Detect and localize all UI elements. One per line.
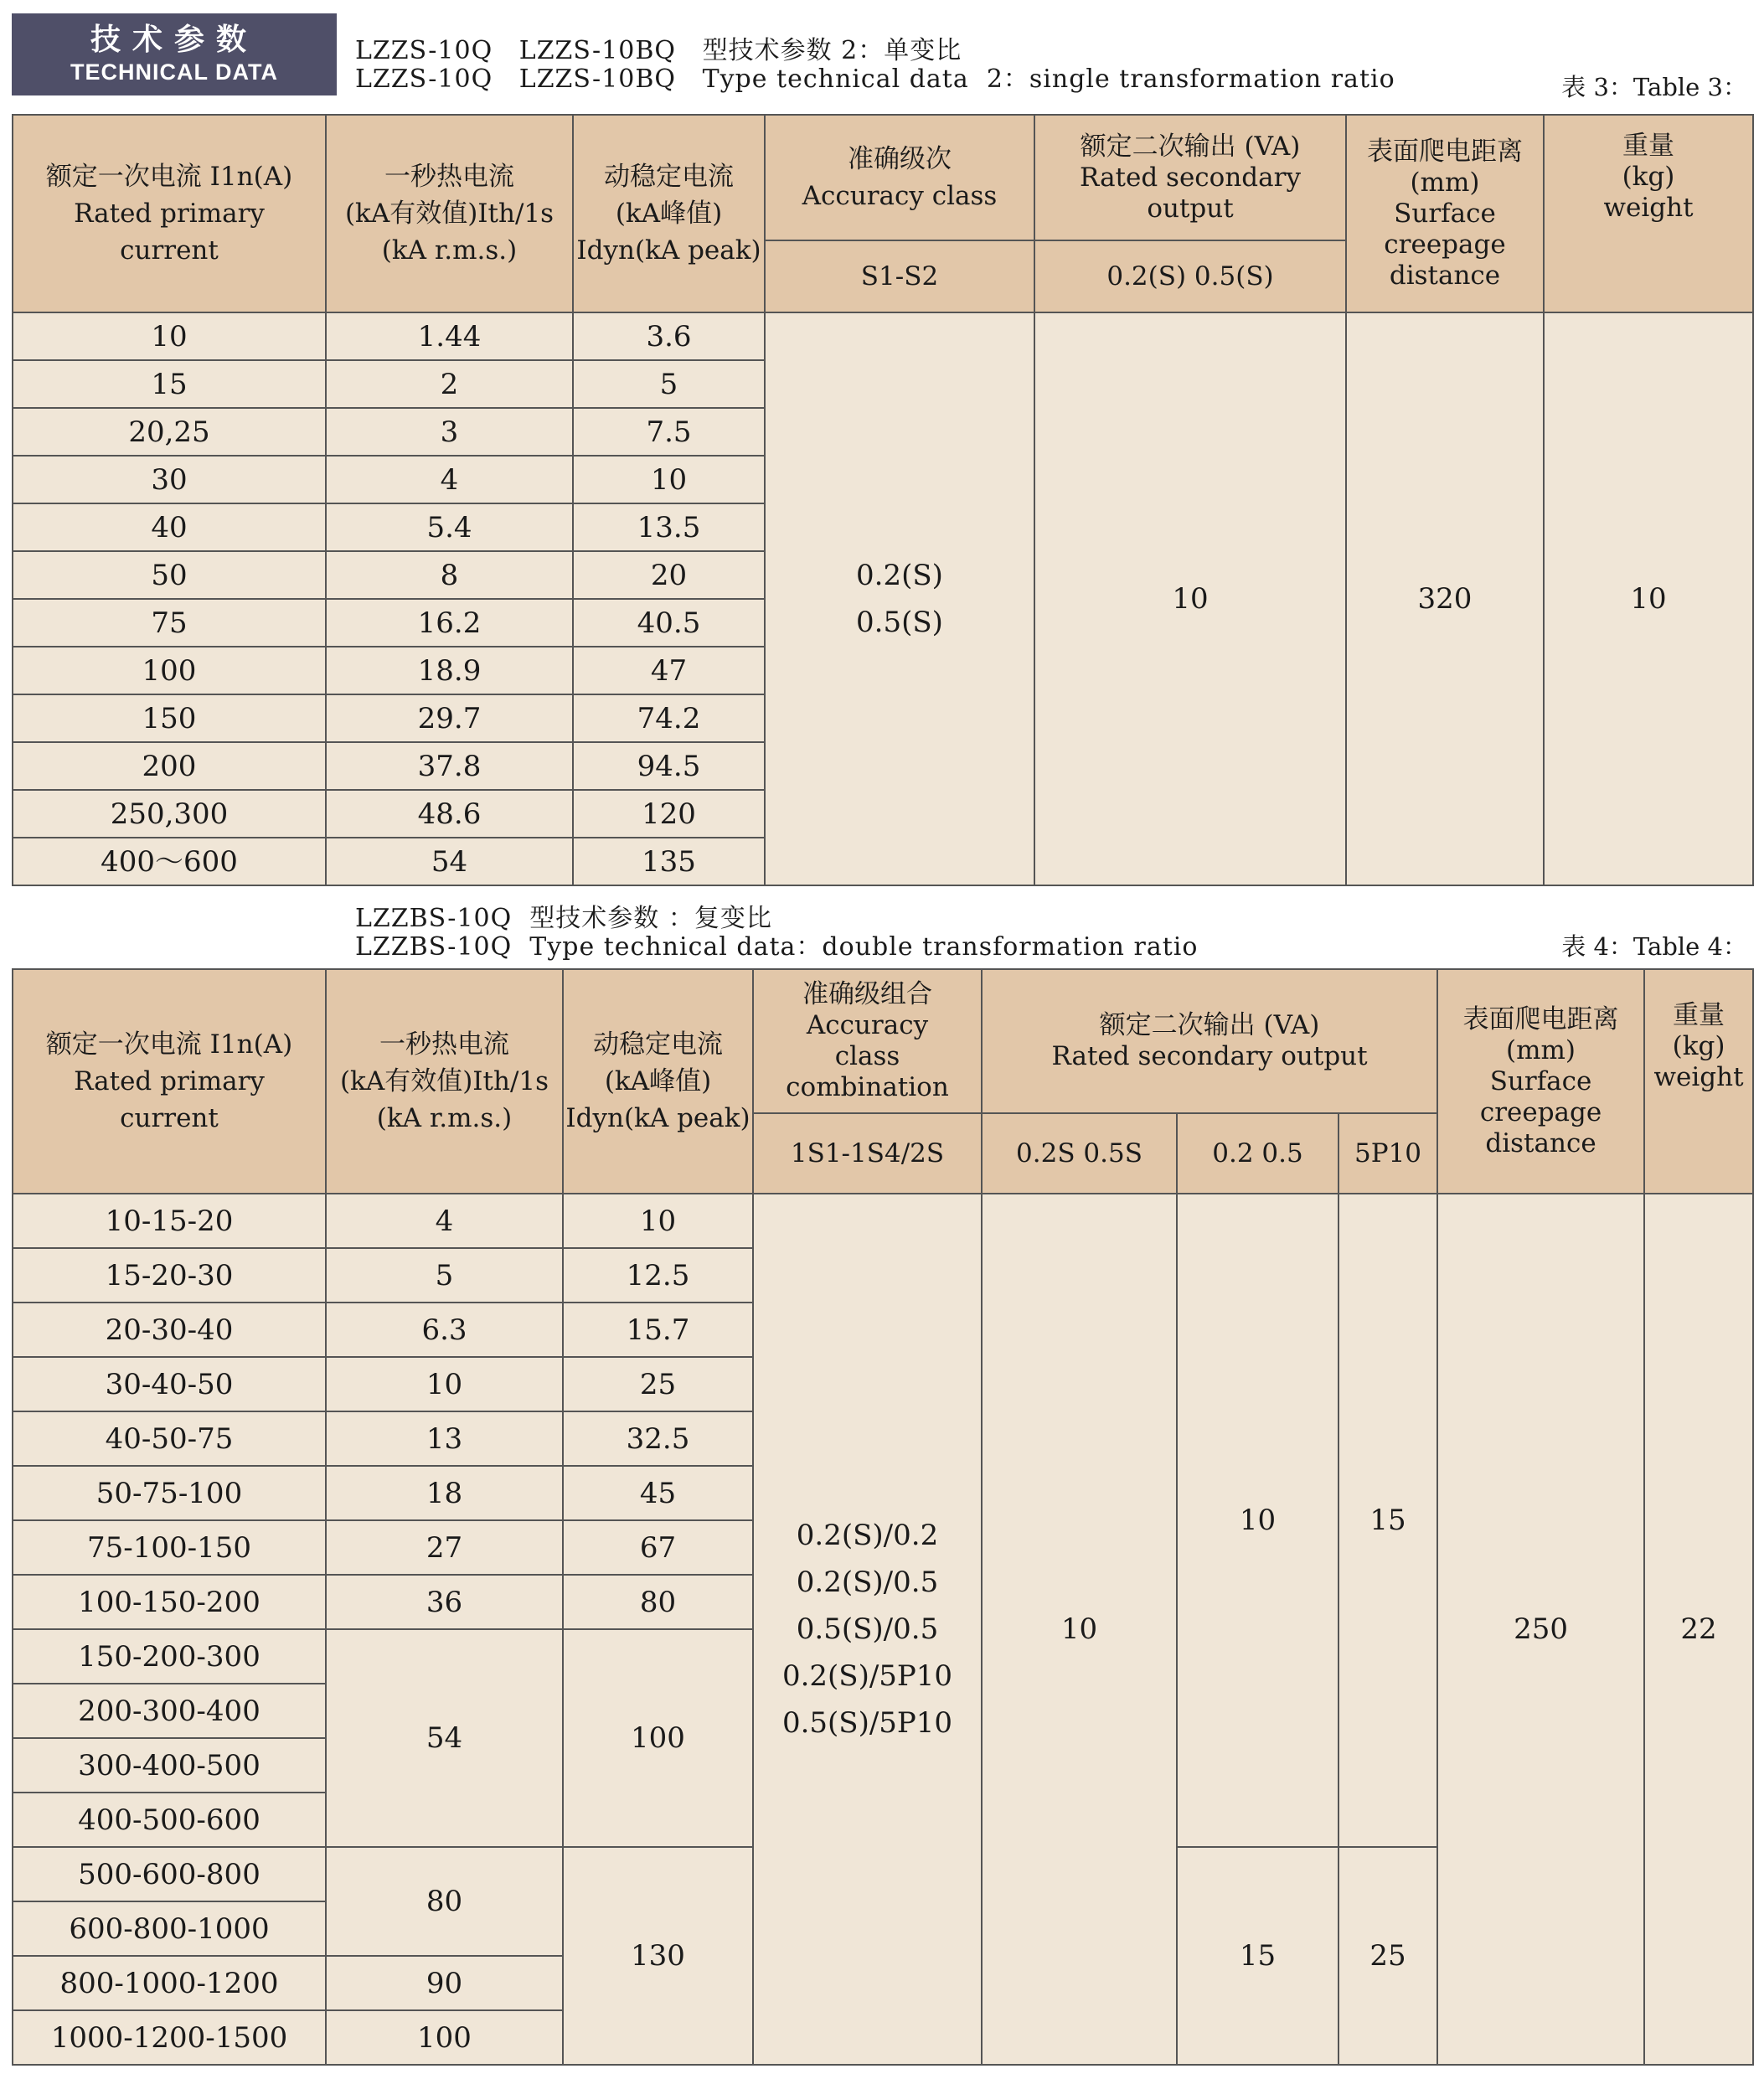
table-cell: 40 [13,503,326,551]
table-cell: 37.8 [326,742,573,790]
merged-weight: 10 [1544,312,1753,885]
merged-output-0-2s: 10 [982,1194,1177,2065]
table-cell: 800-1000-1200 [13,1956,326,2010]
table-cell: 100 [563,1629,753,1847]
merged-output-5p10-upper: 15 [1338,1194,1437,1847]
merged-accuracy-class: 0.2(S) 0.5(S) [765,312,1034,885]
table-cell: 150 [13,694,326,742]
header-output-sub-3: 5P10 [1338,1113,1437,1194]
merged-output-0-2-upper: 10 [1177,1194,1338,1847]
table-cell: 250,300 [13,790,326,838]
table-cell: 15-20-30 [13,1248,326,1303]
table-cell: 600-800-1000 [13,1901,326,1956]
table-cell: 100 [326,2010,563,2065]
table-cell: 10 [573,456,765,503]
section2-title-en: LZZBS-10Q Type technical data：double transformation ratio [355,932,1199,962]
header-weight: 重量 (kg) weight [1644,969,1753,1194]
table-cell: 1.44 [326,312,573,360]
table4-label: 表 4：Table 4： [1561,932,1747,961]
table-cell: 100 [13,647,326,694]
table-cell: 200 [13,742,326,790]
table-cell: 15.7 [563,1303,753,1357]
table-cell: 74.2 [573,694,765,742]
table-cell: 300-400-500 [13,1738,326,1793]
table-cell: 130 [563,1847,753,2065]
section1-title-en: LZZS-10Q LZZS-10BQ Type technical data 2：single transformation ratio [355,64,1395,94]
table-3 [12,114,1754,886]
table-cell: 20 [573,551,765,599]
table-cell: 400～600 [13,838,326,885]
table-cell: 94.5 [573,742,765,790]
table-cell: 120 [573,790,765,838]
table-cell: 10 [563,1194,753,1248]
table-cell: 10 [13,312,326,360]
merged-accuracy-combination: 0.2(S)/0.2 0.2(S)/0.5 0.5(S)/0.5 0.2(S)/5P10 0.5(S)/5P10 [753,1194,982,2065]
table-cell: 135 [573,838,765,885]
header-thermal-current: 一秒热电流 (kA有效值)Ith/1s (kA r.m.s.) [326,969,563,1194]
merged-weight: 22 [1644,1194,1753,2065]
table-cell: 3.6 [573,312,765,360]
header-rated-secondary-output: 额定二次输出 (VA) Rated secondary output [982,969,1437,1113]
header-accuracy-sub: 1S1-1S4/2S [753,1113,982,1194]
header-output-sub: 0.2(S) 0.5(S) [1034,240,1346,312]
table-cell: 36 [326,1575,563,1629]
table-cell: 15 [13,360,326,408]
table-cell: 48.6 [326,790,573,838]
section2-title-cn: LZZBS-10Q 型技术参数 ：复变比 [355,904,772,933]
table-cell: 10 [326,1357,563,1411]
badge-title-cn: 技术参数 [90,23,258,57]
table-cell: 32.5 [563,1411,753,1466]
table-cell: 40.5 [573,599,765,647]
header-output-sub-1: 0.2S 0.5S [982,1113,1177,1194]
table-cell: 30-40-50 [13,1357,326,1411]
table-cell: 4 [326,1194,563,1248]
table-cell: 47 [573,647,765,694]
table-cell: 8 [326,551,573,599]
table-cell: 100-150-200 [13,1575,326,1629]
merged-creepage: 320 [1346,312,1544,885]
table-cell: 3 [326,408,573,456]
header-dynamic-current: 动稳定电流 (kA峰值) Idyn(kA peak) [563,969,753,1194]
table-cell: 54 [326,838,573,885]
table3-label: 表 3：Table 3： [1561,73,1747,101]
table-cell: 50-75-100 [13,1466,326,1520]
merged-output-0-2-lower: 15 [1177,1847,1338,2065]
table-cell: 18 [326,1466,563,1520]
header-creepage-distance: 表面爬电距离 (mm) Surface creepage distance [1437,969,1644,1194]
table-cell: 7.5 [573,408,765,456]
table-cell: 12.5 [563,1248,753,1303]
table-cell: 1000-1200-1500 [13,2010,326,2065]
table-4 [12,968,1754,2066]
table-cell: 500-600-800 [13,1847,326,1901]
table-cell: 75 [13,599,326,647]
table-cell: 5.4 [326,503,573,551]
header-creepage-distance: 表面爬电距离 (mm) Surface creepage distance [1346,115,1544,312]
header-accuracy-combination: 准确级组合 Accuracy class combination [753,969,982,1113]
section1-title-cn: LZZS-10Q LZZS-10BQ 型技术参数 2：单变比 [355,36,962,65]
table-cell: 45 [563,1466,753,1520]
table-cell: 29.7 [326,694,573,742]
header-rated-secondary-output: 额定二次输出 (VA) Rated secondary output [1034,115,1346,240]
table-cell: 13.5 [573,503,765,551]
badge-title-en: TECHNICAL DATA [70,59,278,85]
table-cell: 80 [326,1847,563,1956]
table-cell: 80 [563,1575,753,1629]
table-cell: 30 [13,456,326,503]
table-cell: 150-200-300 [13,1629,326,1684]
header-accuracy-sub: S1-S2 [765,240,1034,312]
header-weight: 重量 (kg) weight [1544,115,1753,312]
header-rated-primary-current: 额定一次电流 I1n(A) Rated primary current [13,969,326,1194]
merged-creepage: 250 [1437,1194,1644,2065]
table-cell: 200-300-400 [13,1684,326,1738]
table-cell: 27 [326,1520,563,1575]
table-cell: 20,25 [13,408,326,456]
header-thermal-current: 一秒热电流 (kA有效值)Ith/1s (kA r.m.s.) [326,115,573,312]
table-cell: 90 [326,1956,563,2010]
table-cell: 67 [563,1520,753,1575]
table-cell: 10-15-20 [13,1194,326,1248]
table-cell: 18.9 [326,647,573,694]
table-cell: 16.2 [326,599,573,647]
table-cell: 50 [13,551,326,599]
table-cell: 4 [326,456,573,503]
table-cell: 13 [326,1411,563,1466]
header-accuracy-class: 准确级次 Accuracy class [765,115,1034,240]
table-cell: 40-50-75 [13,1411,326,1466]
table-cell: 75-100-150 [13,1520,326,1575]
header-rated-primary-current: 额定一次电流 I1n(A) Rated primary current [13,115,326,312]
table-cell: 6.3 [326,1303,563,1357]
table-cell: 5 [326,1248,563,1303]
table-cell: 25 [563,1357,753,1411]
header-output-sub-2: 0.2 0.5 [1177,1113,1338,1194]
table-cell: 54 [326,1629,563,1847]
merged-secondary-output: 10 [1034,312,1346,885]
table-cell: 400-500-600 [13,1793,326,1847]
table-cell: 20-30-40 [13,1303,326,1357]
table-cell: 5 [573,360,765,408]
table-cell: 2 [326,360,573,408]
technical-data-badge [12,13,337,95]
merged-output-5p10-lower: 25 [1338,1847,1437,2065]
header-dynamic-current: 动稳定电流 (kA峰值) Idyn(kA peak) [573,115,765,312]
